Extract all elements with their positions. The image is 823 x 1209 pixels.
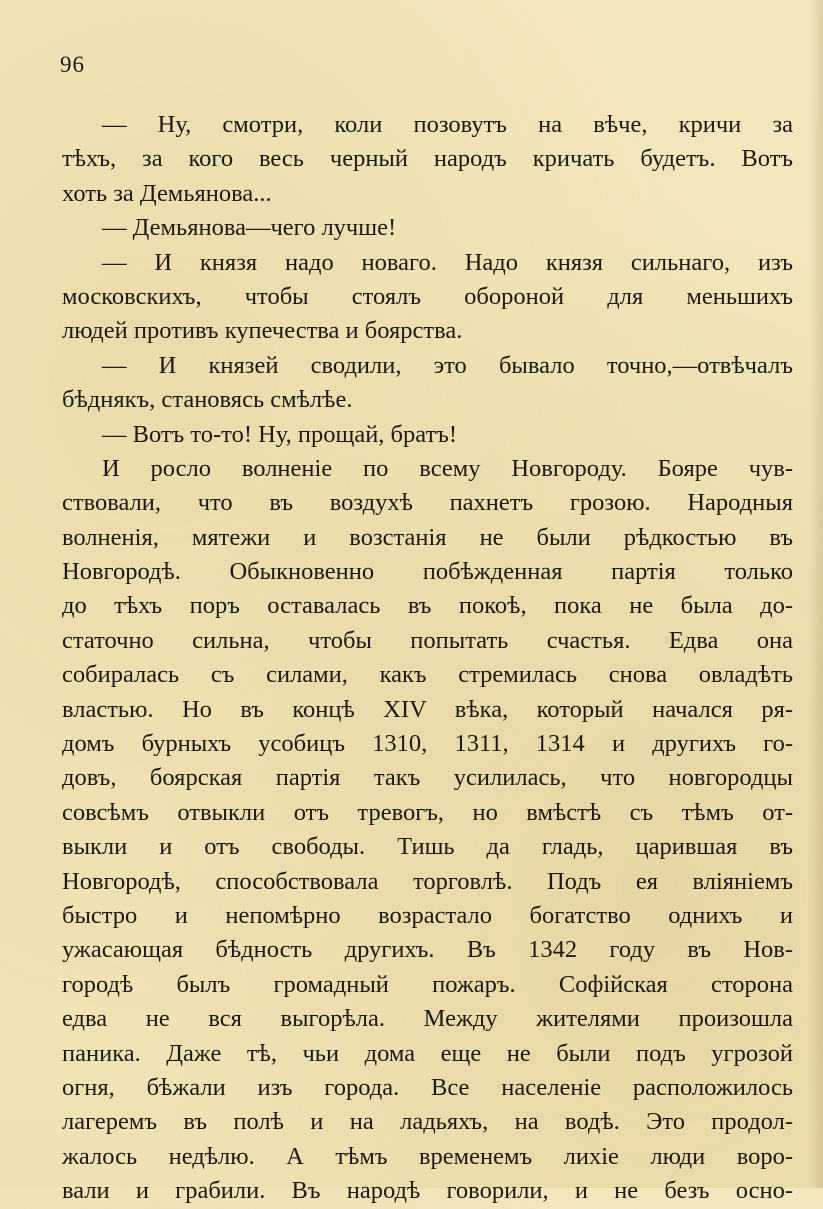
- text-line: тѣхъ, за кого весь черный народъ кричать будетъ. Вотъ: [62, 145, 793, 173]
- text-line: И росло волненіе по всему Новгороду. Бояре чув-: [102, 454, 793, 482]
- text-line: московскихъ, чтобы стоялъ обороной для меньшихъ: [62, 282, 793, 310]
- text-line: ствовали, что въ воздухѣ пахнетъ грозою. Народныя: [62, 489, 793, 517]
- text-line: ужасающая бѣдность другихъ. Въ 1342 году въ Нов-: [62, 936, 793, 964]
- text-line: властью. Но въ концѣ XIV вѣка, который начался ря-: [62, 695, 793, 723]
- text-line: паника. Даже тѣ, чьи дома еще не были подъ угрозой: [62, 1039, 793, 1067]
- text-line: вали и грабили. Въ народѣ говорили, и не безъ осно-: [62, 1177, 793, 1205]
- body-text: [62, 108, 793, 1209]
- text-line: бѣднякъ, становясь смѣлѣе.: [62, 386, 353, 414]
- page-number: 96: [60, 52, 85, 77]
- page-edge-shadow: [809, 0, 823, 1188]
- text-line: волненія, мятежи и возстанія не были рѣдкостью въ: [62, 523, 793, 551]
- text-line: Новгородѣ, способствовала торговлѣ. Подъ ея вліяніемъ: [62, 867, 793, 895]
- text-line: — Демьянова—чего лучше!: [102, 214, 397, 242]
- text-line: статочно сильна, чтобы попытать счастья. Едва она: [62, 626, 793, 654]
- text-line: Новгородѣ. Обыкновенно побѣжденная партія только: [62, 558, 793, 586]
- text-line: совсѣмъ отвыкли отъ тревогъ, но вмѣстѣ съ тѣмъ от-: [62, 798, 793, 826]
- text-line: довъ, боярская партія такъ усилилась, что новгородцы: [62, 764, 793, 792]
- text-line: — И князя надо новаго. Надо князя сильнаго, изъ: [102, 248, 793, 276]
- text-line: быстро и непомѣрно возрастало богатство однихъ и: [62, 901, 793, 929]
- text-line: — Вотъ то-то! Ну, прощай, братъ!: [102, 420, 458, 448]
- text-line: выкли и отъ свободы. Тишь да гладь, царившая въ: [62, 833, 793, 861]
- text-line: до тѣхъ поръ оставалась въ покоѣ, пока не была до-: [62, 592, 793, 620]
- text-line: хоть за Демьянова...: [62, 179, 272, 207]
- text-line: собиралась съ силами, какъ стремилась снова овладѣть: [62, 661, 793, 689]
- text-line: — Ну, смотри, коли позовутъ на вѣче, кричи за: [102, 111, 793, 138]
- text-line: городѣ былъ громадный пожаръ. Софійская сторона: [62, 970, 793, 998]
- text-line: людей противъ купечества и боярства.: [62, 317, 463, 345]
- text-line: жалось недѣлю. А тѣмъ временемъ лихіе люди воро-: [62, 1142, 793, 1170]
- text-line: — И князей сводили, это бывало точно,—отвѣчалъ: [102, 351, 793, 379]
- text-line: лагеремъ въ полѣ и на ладьяхъ, на водѣ. Это продол-: [62, 1108, 793, 1136]
- text-line: домъ бурныхъ усобицъ 1310, 1311, 1314 и другихъ го-: [62, 730, 793, 758]
- text-line: огня, бѣжали изъ города. Все населеніе расположилось: [62, 1073, 793, 1101]
- text-line: едва не вся выгорѣла. Между жителями произошла: [62, 1005, 793, 1033]
